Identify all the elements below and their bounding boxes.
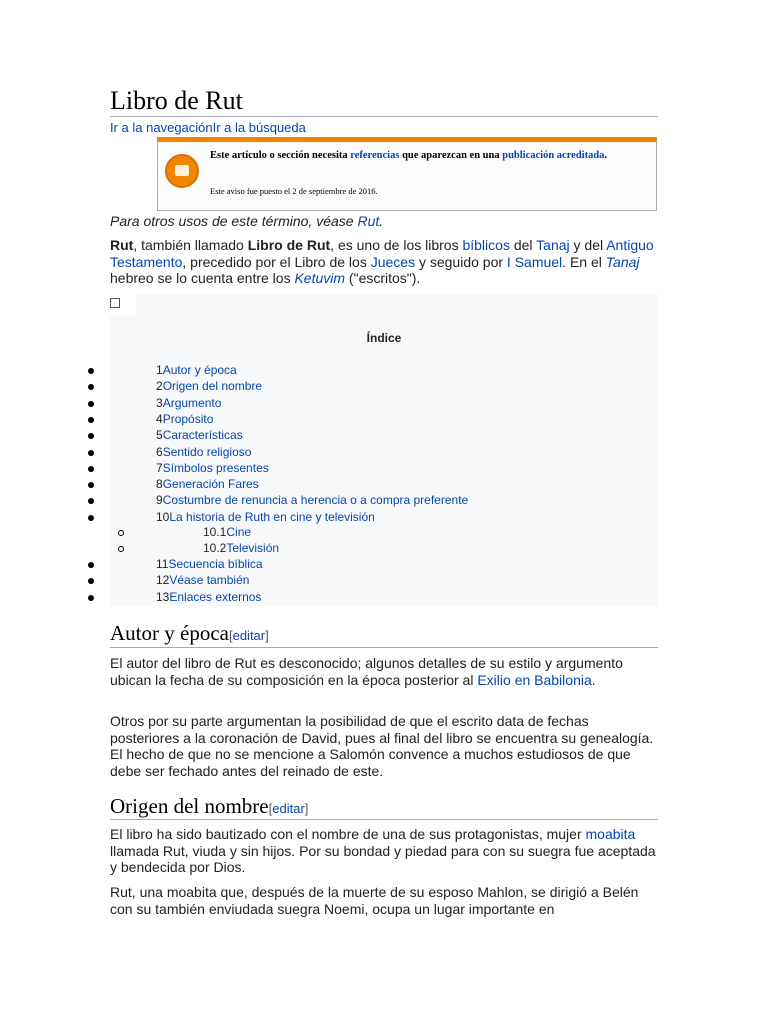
jump-navigation-link[interactable]: Ir a la navegación	[110, 120, 213, 135]
toc-bullet	[88, 401, 94, 407]
toc-link[interactable]: Televisión	[226, 540, 280, 555]
link-i-samuel[interactable]: I Samuel	[506, 253, 563, 270]
link-biblicos[interactable]: bíblicos	[462, 237, 510, 253]
toc-link[interactable]: Enlaces externos	[169, 589, 262, 604]
toc-link[interactable]: Origen del nombre	[162, 379, 263, 394]
toc-item[interactable]	[156, 573, 249, 587]
toc-title: Índice	[366, 331, 402, 345]
section-heading-autor: Autor y época[editar]	[110, 621, 269, 645]
toc-number: 9	[156, 493, 163, 508]
intro-paragraph: Rut, también llamado Libro de Rut, es uno de los libros bíblicos del Tanaj y del Antiguo Testamento, precedido por el Libro de los Jueces y seguido por I Samuel. En el Tanaj hebreo se lo cuenta entre los Ketuvim ("escritos").	[110, 237, 654, 286]
edit-link-autor[interactable]: [editar]	[228, 628, 269, 643]
toc-link[interactable]: La historia de Ruth en cine y televisión	[169, 509, 375, 524]
toc-number: 12	[156, 573, 170, 588]
edit-link-origen[interactable]: [editar]	[268, 801, 309, 816]
paragraph: El libro ha sido bautizado con el nombre de una de sus protagonistas, mujer moabita llamada Rut, viuda y sin hijos. Por su bondad y piedad para con su suegra fue aceptada y bendecida por Dios.	[110, 826, 656, 875]
toc-bullet	[88, 515, 94, 521]
toc-link[interactable]: Secuencia bíblica	[168, 557, 263, 571]
toc-item[interactable]	[156, 590, 261, 604]
toc-item[interactable]	[156, 477, 259, 491]
toc-number: 11	[156, 557, 169, 571]
notice-text: Este artículo o sección necesita referencias que aparezcan en una publicación acreditada.	[210, 150, 608, 161]
toc-number: 5	[156, 428, 163, 443]
toc-link[interactable]: Autor y época	[162, 363, 237, 377]
toc-link[interactable]: Costumbre de renuncia a herencia o a compra preferente	[162, 493, 469, 508]
link-antiguo-testamento[interactable]: Antiguo Testamento	[110, 237, 654, 270]
toc-link[interactable]: Propósito	[162, 411, 214, 426]
toc-item[interactable]	[156, 363, 237, 377]
toc-number: 13	[156, 589, 170, 604]
toc-sub-bullet	[118, 546, 124, 552]
section-divider	[110, 647, 658, 648]
toc-number: 4	[156, 411, 163, 426]
book-icon	[165, 154, 199, 188]
toc-item[interactable]	[156, 428, 243, 442]
toc-link[interactable]: Sentido religioso	[162, 444, 252, 459]
toc-item[interactable]	[156, 461, 269, 475]
toc-bullet	[88, 562, 94, 568]
toc-number: 8	[156, 477, 163, 492]
toc-link[interactable]: Símbolos presentes	[162, 460, 269, 475]
toc-item[interactable]	[156, 396, 221, 410]
hatnote-link-rut[interactable]: Rut	[357, 213, 380, 229]
link-ketuvim[interactable]: Ketuvim	[294, 270, 346, 286]
paragraph: Otros por su parte argumentan la posibilidad de que el escrito data de fechas posteriores a la coronación de David, pues al final del libro se encuentra su genealogía. El hecho de que no se mencione a Salomón convence a muchos estudiosos de que debe ser fechado antes del reinado de este.	[110, 713, 654, 779]
jump-search-link[interactable]: Ir a la búsqueda	[212, 120, 306, 135]
toc-item[interactable]	[203, 525, 251, 539]
toc-link[interactable]: Características	[162, 428, 243, 443]
link-jueces[interactable]: Jueces	[370, 253, 416, 270]
link-exilio-babilonia[interactable]: Exilio en Babilonia	[477, 671, 592, 688]
link-tanaj-2[interactable]: Tanaj	[605, 253, 640, 270]
toc-number: 10.2	[203, 540, 227, 555]
link-tanaj[interactable]: Tanaj	[536, 237, 570, 253]
publication-link[interactable]: publicación acreditada	[502, 150, 605, 161]
toc-link[interactable]: Argumento	[162, 395, 222, 410]
toc-item[interactable]	[203, 541, 279, 555]
hatnote: Para otros usos de este término, véase Rut.	[110, 213, 384, 229]
title-divider	[110, 116, 658, 117]
toc-bullet	[88, 450, 94, 456]
toc-bullet	[88, 417, 94, 423]
toc-number: 1	[156, 363, 163, 377]
link-moabita[interactable]: moabita	[585, 826, 636, 842]
toc-item[interactable]	[156, 510, 375, 524]
jump-links	[110, 120, 306, 136]
toc-number: 2	[156, 379, 163, 394]
toc-link[interactable]: Cine	[226, 525, 252, 540]
page-title: Libro de Rut	[110, 86, 243, 115]
toc-number: 10	[156, 509, 170, 524]
toc-item[interactable]	[156, 445, 251, 459]
references-notice-box	[157, 137, 657, 211]
toc-item[interactable]	[156, 493, 468, 507]
toc-bullet	[88, 368, 94, 374]
section-divider	[110, 819, 658, 820]
toc-item[interactable]	[156, 557, 263, 571]
section-heading-origen: Origen del nombre[editar]	[110, 794, 309, 818]
toc-number: 3	[156, 395, 163, 410]
toc-link[interactable]: Generación Fares	[162, 477, 259, 492]
notice-date: Este aviso fue puesto el 2 de septiembre de 2016.	[210, 186, 378, 196]
toc-toggle-checkbox[interactable]	[110, 298, 120, 308]
toc-bullet	[88, 595, 94, 601]
toc-link[interactable]: Véase también	[169, 573, 250, 588]
paragraph: El autor del libro de Rut es desconocido; algunos detalles de su estilo y argumento ubican la fecha de su composición en la época posterior al Exilio en Babilonia.	[110, 655, 623, 688]
paragraph: Rut, una moabita que, después de la muerte de su esposo Mahlon, se dirigió a Belén con su también enviudada suegra Noemi, ocupa un lugar importante en	[110, 884, 639, 917]
references-link[interactable]: referencias	[350, 150, 400, 161]
toc-bullet	[88, 466, 94, 472]
toc-item[interactable]	[156, 412, 213, 426]
toc-number: 10.1	[203, 525, 227, 540]
toc-number: 6	[156, 444, 163, 459]
toc-number: 7	[156, 460, 163, 475]
toc-item[interactable]	[156, 379, 262, 393]
